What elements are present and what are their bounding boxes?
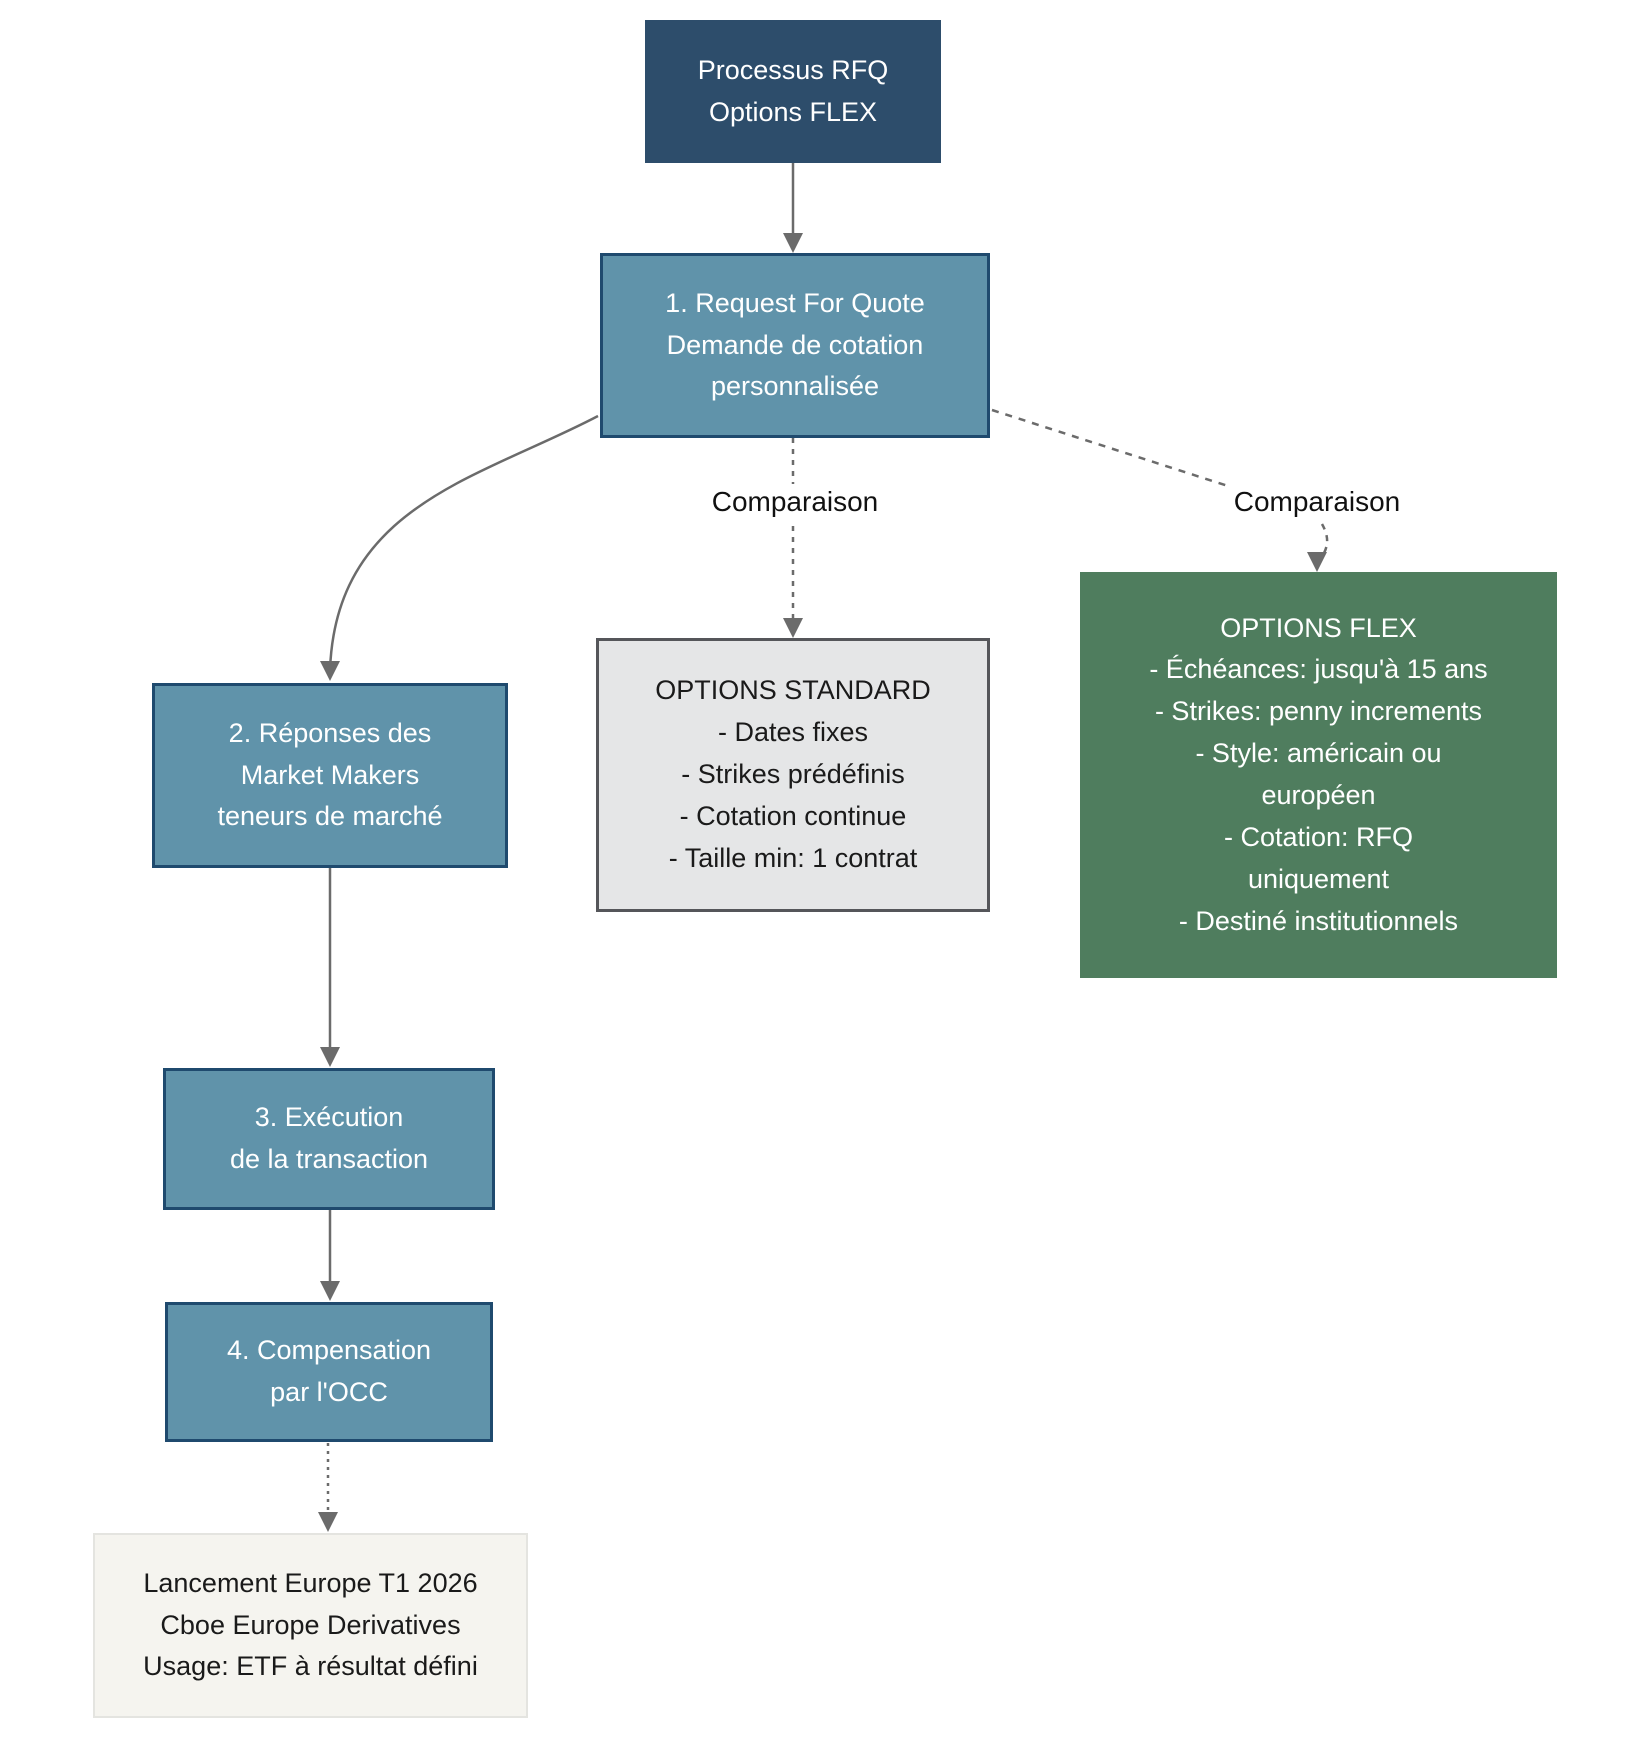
node-options-standard [596,638,990,912]
arrowhead-step4 [320,1281,340,1301]
node-text-line: - Échéances: jusqu'à 15 ans [1149,654,1488,685]
node-text-line: OPTIONS FLEX [1220,612,1417,643]
node-text-line: - Cotation continue [679,800,907,831]
node-text-line: - Cotation: RFQ [1223,821,1414,852]
node-text-line: - Strikes: penny increments [1154,696,1483,727]
node-europe-launch [93,1533,528,1718]
node-text-line: - Dates fixes [717,717,869,748]
node-text-line: Processus RFQ [697,54,889,85]
node-process-title [645,20,941,163]
node-text-line: Options FLEX [708,96,878,127]
node-text-line: Usage: ETF à résultat défini [143,1651,478,1682]
node-text-line: OPTIONS STANDARD [655,675,931,706]
node-text-line: Lancement Europe T1 2026 [143,1567,478,1598]
node-text-line: européen [1261,780,1376,810]
arrowhead-step1 [783,233,803,253]
node-text-line: 2. Réponses des [228,717,432,748]
node-text-line: par l'OCC [270,1377,388,1407]
node-text-line: - Style: américain ou [1195,738,1442,769]
arrowhead-standard [783,618,803,638]
arrowhead-launch [318,1512,338,1532]
node-text-line: - Destiné institutionnels [1178,905,1459,936]
node-step2-market-maker-responses [152,683,508,868]
edge-step1-flex-a [992,410,1228,486]
edge-label-comparison-right: Comparaison [1226,484,1409,520]
node-text-line: 1. Request For Quote [665,287,925,318]
node-text-line: 4. Compensation [226,1335,432,1366]
node-step3-execution [163,1068,495,1210]
node-step4-occ-clearing [165,1302,493,1442]
arrowhead-step2 [320,661,340,681]
edge-step1-step2 [330,416,598,670]
node-text-line: teneurs de marché [217,801,443,832]
node-text-line: Demande de cotation [666,329,924,360]
node-text-line: Cboe Europe Derivatives [160,1609,461,1640]
node-text-line: Market Makers [240,759,420,790]
node-text-line: personnalisée [710,371,880,402]
node-text-line: uniquement [1247,863,1390,894]
arrowhead-step3 [320,1047,340,1067]
node-step1-request-for-quote [600,253,990,438]
node-text-line: 3. Exécution [254,1102,404,1133]
node-options-flex [1080,572,1557,978]
node-text-line: - Taille min: 1 contrat [668,842,918,873]
arrowhead-flex [1307,552,1327,572]
node-text-line: de la transaction [229,1144,429,1174]
edge-label-comparison-mid: Comparaison [704,484,887,520]
node-text-line: - Strikes prédéfinis [681,759,905,790]
